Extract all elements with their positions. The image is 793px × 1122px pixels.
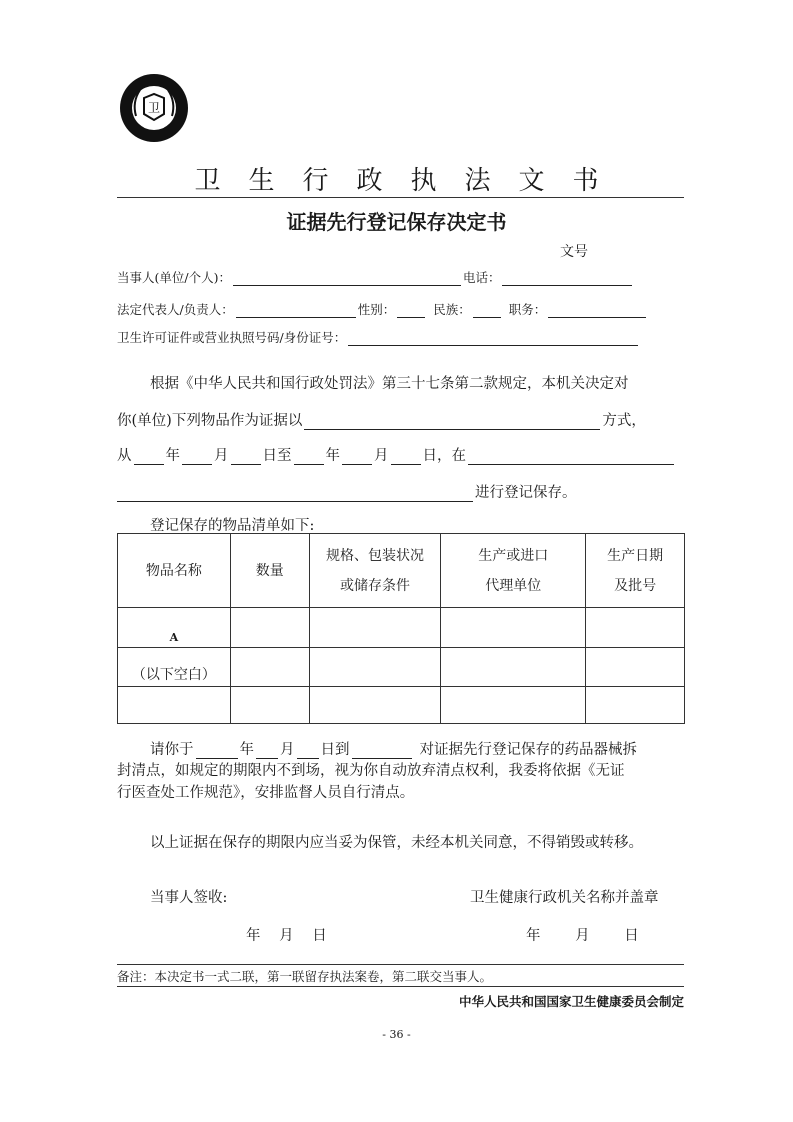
location-field[interactable]: [468, 448, 674, 465]
table-row: [118, 687, 685, 724]
table-header-row: [118, 534, 685, 608]
position-field[interactable]: [548, 303, 646, 318]
phone-field[interactable]: [502, 271, 632, 286]
license-field[interactable]: [348, 331, 638, 346]
footer-divider-bottom: [117, 986, 684, 987]
health-inspection-emblem: [118, 72, 190, 144]
table-cell[interactable]: （以下空白）: [118, 648, 231, 687]
body-text: 方式，: [602, 413, 646, 429]
svg-text:卫: 卫: [147, 101, 161, 115]
table-cell[interactable]: [309, 608, 441, 648]
ethnicity-label: 民族：: [433, 302, 471, 317]
body-text: 根据《中华人民共和国行政处罚法》第三十七条第二款规定，本机关决定对: [150, 376, 629, 392]
party-label: 当事人(单位/个人)：: [117, 270, 231, 285]
legal-rep-label: 法定代表人/负责人：: [117, 302, 234, 317]
page-number: - 36 -: [382, 1028, 411, 1041]
col-header-batch: 生产日期 及批号: [586, 534, 685, 608]
notice-line-3: 行医查处工作规范》，安排监督人员自行清点。: [117, 785, 415, 801]
table-cell[interactable]: [309, 648, 441, 687]
notice-text: 日到: [320, 742, 350, 758]
custody-notice: 以上证据在保存的期限内应当妥为保管，未经本机关同意，不得销毁或转移。: [150, 835, 643, 851]
series-title: 卫生行政执法文书: [194, 166, 627, 196]
table-cell[interactable]: A: [118, 608, 231, 648]
col-header-quantity: 数量: [230, 534, 309, 608]
notice-line-1: [150, 738, 637, 759]
body-text: 日至: [262, 448, 292, 464]
body-text: 月: [374, 448, 389, 464]
table-cell[interactable]: [230, 608, 309, 648]
table-cell[interactable]: [441, 608, 586, 648]
ethnicity-field[interactable]: [473, 303, 501, 318]
col-header-spec: 规格、包装状况 或储存条件: [309, 534, 441, 608]
phone-label: 电话：: [462, 270, 501, 285]
location-field-cont[interactable]: [117, 485, 473, 502]
party-field[interactable]: [233, 271, 461, 286]
notice-text: 月: [280, 742, 295, 758]
emblem-icon: [118, 72, 190, 144]
items-table: [117, 533, 685, 724]
end-month-field[interactable]: [342, 448, 372, 465]
count-location-field[interactable]: [352, 742, 412, 759]
table-row: [118, 648, 685, 687]
body-line-4: [117, 481, 577, 502]
party-sign-label: 当事人签收:: [150, 890, 228, 906]
table-cell[interactable]: [441, 648, 586, 687]
col-header-manufacturer: 生产或进口 代理单位: [441, 534, 586, 608]
agency-sign-date[interactable]: 年 月 日: [526, 928, 639, 944]
table-cell[interactable]: [118, 687, 231, 724]
gender-field[interactable]: [397, 303, 425, 318]
start-month-field[interactable]: [182, 448, 212, 465]
notice-line-2: 封清点，如规定的期限内不到场，视为你自动放弃清点权利，我委将依据《无证: [117, 763, 625, 779]
item-list-title: 登记保存的物品清单如下:: [150, 518, 315, 534]
table-cell[interactable]: [309, 687, 441, 724]
header-divider: [117, 197, 684, 198]
end-day-field[interactable]: [391, 448, 421, 465]
body-line-2: [117, 409, 646, 430]
count-year-field[interactable]: [196, 742, 238, 759]
license-label: 卫生许可证件或营业执照号码/身份证号：: [117, 330, 347, 345]
party-sign-date[interactable]: 年 月 日: [246, 928, 327, 944]
notice-text: 对证据先行登记保存的药品器械拆: [419, 742, 637, 758]
start-day-field[interactable]: [231, 448, 261, 465]
agency-seal-label: 卫生健康行政机关名称并盖章: [470, 890, 659, 906]
body-line-1: [150, 372, 629, 393]
body-text: 日，在: [422, 448, 466, 464]
table-cell[interactable]: [230, 687, 309, 724]
doc-number-label: 文号: [560, 244, 588, 260]
remark-note: 备注：本决定书一式二联，第一联留存执法案卷，第二联交当事人。: [117, 969, 493, 984]
table-cell[interactable]: [586, 648, 685, 687]
body-text: 月: [214, 448, 229, 464]
preservation-method-field[interactable]: [304, 413, 600, 430]
position-label: 职务：: [508, 302, 547, 317]
table-cell[interactable]: [586, 608, 685, 648]
table-cell[interactable]: [441, 687, 586, 724]
body-text: 进行登记保存。: [475, 485, 577, 501]
gender-label: 性别：: [357, 302, 396, 317]
start-year-field[interactable]: [134, 448, 164, 465]
license-row: [117, 328, 640, 346]
party-row: [117, 268, 634, 286]
count-day-field[interactable]: [297, 742, 319, 759]
legal-rep-row: [117, 300, 648, 318]
end-year-field[interactable]: [294, 448, 324, 465]
count-month-field[interactable]: [256, 742, 278, 759]
document-title: 证据先行登记保存决定书: [286, 210, 507, 234]
notice-text: 年: [239, 742, 254, 758]
table-cell[interactable]: [586, 687, 685, 724]
body-text: 年: [325, 448, 340, 464]
table-row: [118, 608, 685, 648]
notice-text: 请你于: [150, 742, 194, 758]
issuer-statement: 中华人民共和国国家卫生健康委员会制定: [458, 994, 684, 1009]
body-text: 从: [117, 448, 132, 464]
table-cell[interactable]: [230, 648, 309, 687]
body-text: 年: [165, 448, 180, 464]
col-header-name: 物品名称: [118, 534, 231, 608]
body-text: 你(单位)下列物品作为证据以: [117, 413, 303, 429]
footer-divider-top: [117, 964, 684, 965]
body-line-3: [117, 444, 676, 465]
legal-rep-field[interactable]: [236, 303, 356, 318]
